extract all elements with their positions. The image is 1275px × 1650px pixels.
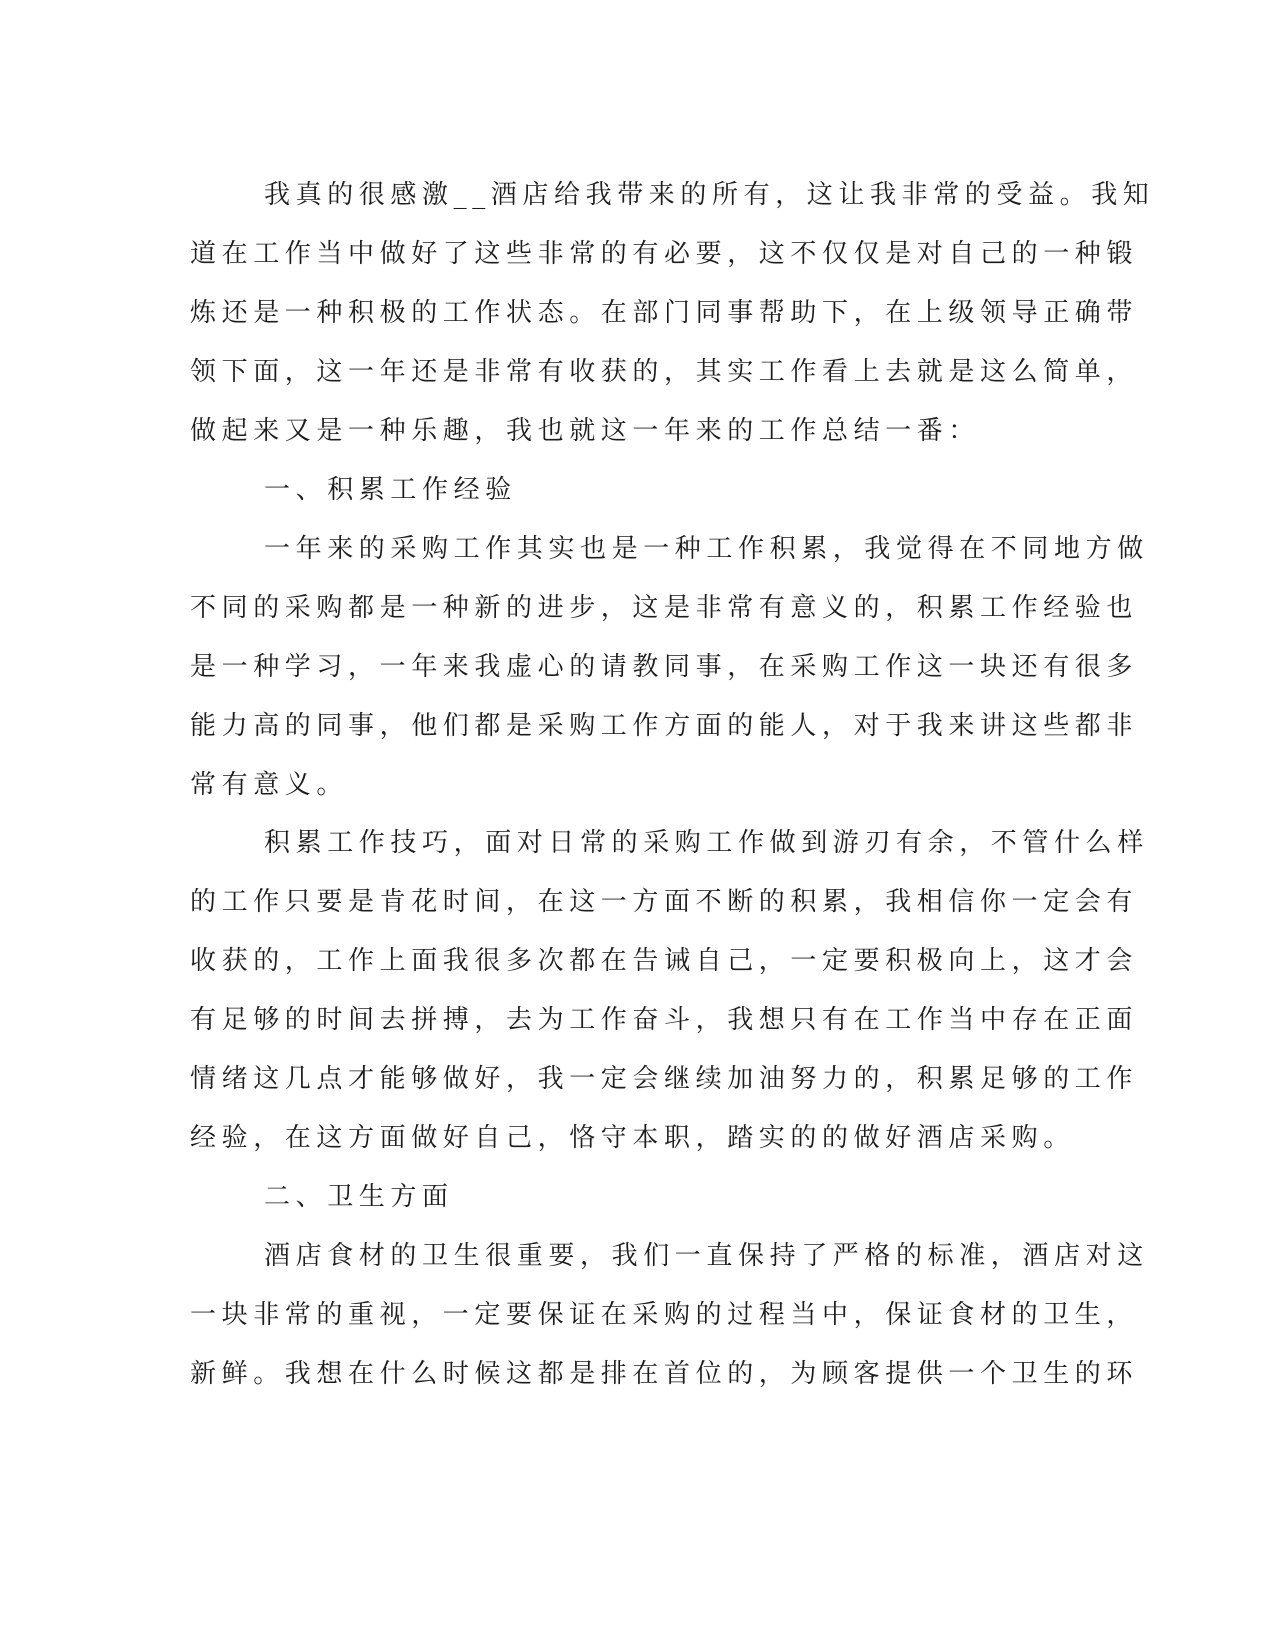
- text-line: 不同的采购都是一种新的进步，这是非常有意义的，积累工作经验也: [190, 593, 1139, 623]
- text-line: 新鲜。我想在什么时候这都是排在首位的，为顾客提供一个卫生的环: [190, 1359, 1139, 1389]
- text-line: 一年来的采购工作其实也是一种工作积累，我觉得在不同地方做: [264, 534, 1149, 564]
- section-heading: 二、卫生方面: [264, 1182, 454, 1212]
- text-line: 经验，在这方面做好自己，恪守本职，踏实的的做好酒店采购。: [190, 1123, 1075, 1153]
- text-line: 酒店食材的卫生很重要，我们一直保持了严格的标准，酒店对这: [264, 1241, 1149, 1271]
- text-line: 是一种学习，一年来我虚心的请教同事，在采购工作这一块还有很多: [190, 652, 1139, 682]
- text-line: 积累工作技巧，面对日常的采购工作做到游刃有余，不管什么样: [264, 828, 1149, 858]
- text-line: 道在工作当中做好了这些非常的有必要，这不仅仅是对自己的一种锻: [190, 239, 1139, 269]
- text-line: 炼还是一种积极的工作状态。在部门同事帮助下，在上级领导正确带: [190, 298, 1139, 328]
- section-heading: 一、积累工作经验: [264, 475, 517, 505]
- text-line: 一块非常的重视，一定要保证在采购的过程当中，保证食材的卫生，: [190, 1300, 1139, 1330]
- text-line: 情绪这几点才能够做好，我一定会继续加油努力的，积累足够的工作: [190, 1064, 1139, 1094]
- text-line: 有足够的时间去拼搏，去为工作奋斗，我想只有在工作当中存在正面: [190, 1005, 1139, 1035]
- text-line: 常有意义。: [190, 770, 349, 800]
- text-line: 收获的，工作上面我很多次都在告诫自己，一定要积极向上，这才会: [190, 946, 1139, 976]
- text-line: 能力高的同事，他们都是采购工作方面的能人，对于我来讲这些都非: [190, 711, 1139, 741]
- text-line: 我真的很感激__酒店给我带来的所有，这让我非常的受益。我知: [264, 180, 1155, 210]
- text-line: 做起来又是一种乐趣，我也就这一年来的工作总结一番：: [190, 416, 981, 446]
- text-line: 的工作只要是肯花时间，在这一方面不断的积累，我相信你一定会有: [190, 887, 1139, 917]
- text-line: 领下面，这一年还是非常有收获的，其实工作看上去就是这么简单，: [190, 357, 1139, 387]
